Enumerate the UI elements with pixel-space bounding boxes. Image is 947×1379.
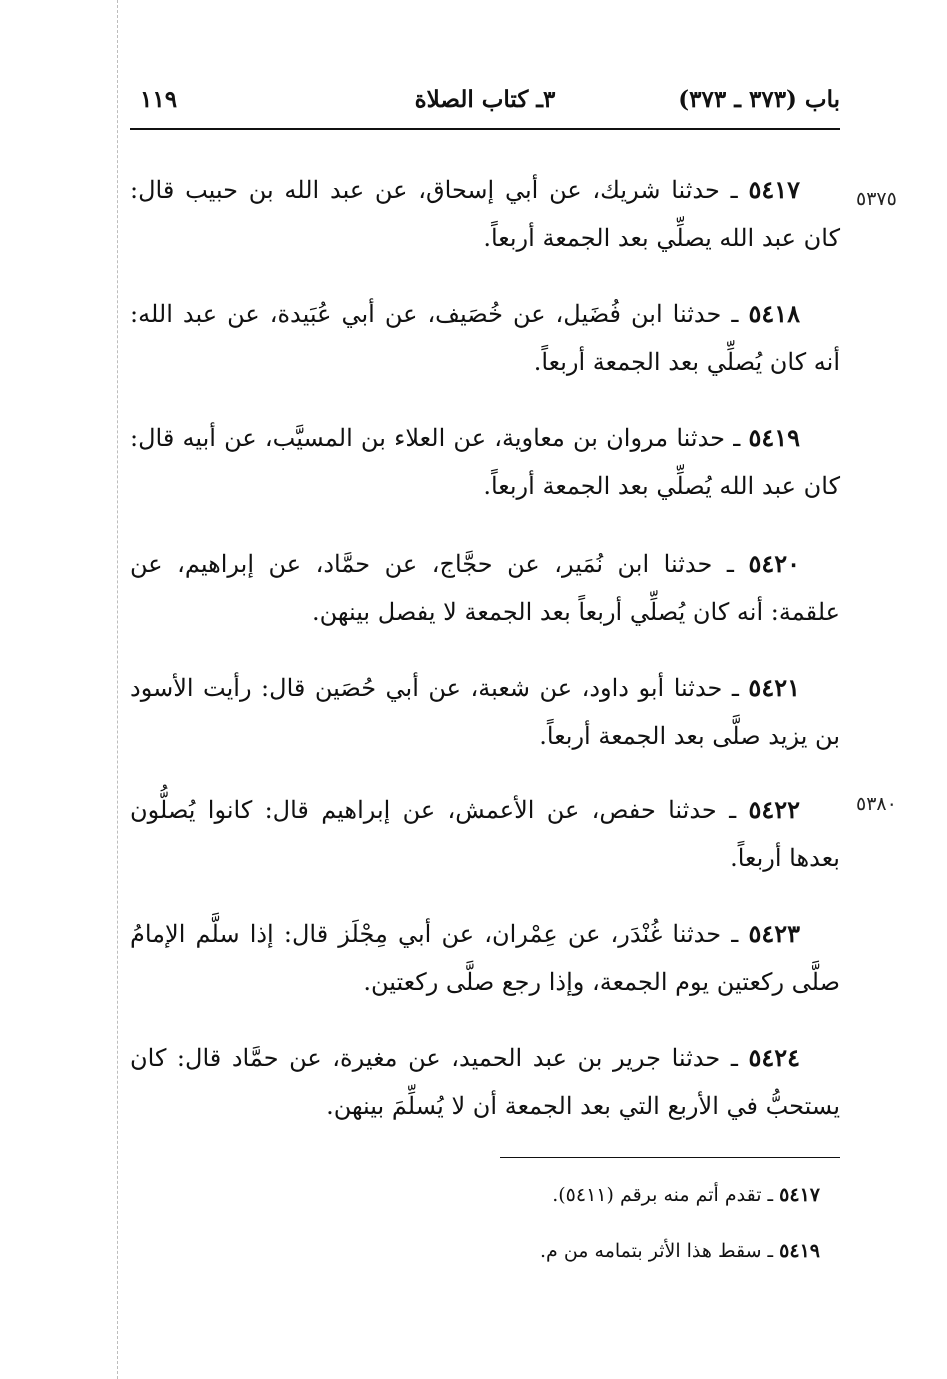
footnote-text: ـ تقدم أتم منه برقم (٥٤١١).: [552, 1184, 774, 1206]
hadith-text: ـ حدثنا مروان بن معاوية، عن العلاء بن المسيَّب، عن أبيه قال: كان عبد الله يُصلِّي بعد الجمعة أربعاً.: [130, 424, 840, 500]
footnote-text: ـ سقط هذا الأثر بتمامه من م.: [539, 1240, 774, 1262]
hadith-text: ـ حدثنا غُنْدَر، عن عِمْران، عن أبي مِجْلَز قال: إذا سلَّم الإمامُ صلَّى ركعتين يوم الجمعة، وإذا رجع صلَّى ركعتين.: [130, 920, 840, 996]
footnote-number: ٥٤١٧: [779, 1184, 820, 1206]
hadith-entry: [130, 166, 840, 262]
chapter-heading: باب (٣٧٣ ـ ٣٧٣): [678, 86, 840, 113]
hadith-number: ٥٤١٩: [748, 423, 800, 452]
hadith-entry: [130, 910, 840, 1006]
hadith-entry: [130, 786, 840, 882]
hadith-text: ـ حدثنا جرير بن عبد الحميد، عن مغيرة، عن حمَّاد قال: كان يستحبُّ في الأربع التي بعد الجمعة أن لا يُسلِّمَ بينهن.: [130, 1044, 840, 1120]
hadith-number: ٥٤٢٣: [748, 919, 800, 948]
footnote-number: ٥٤١٩: [779, 1240, 820, 1262]
margin-number: ٥٣٧٥: [856, 188, 897, 210]
footnote-rule: [500, 1157, 840, 1158]
footnote: [300, 1180, 820, 1210]
hadith-number: ٥٤٢٢: [748, 795, 800, 824]
hadith-text: ـ حدثنا حفص، عن الأعمش، عن إبراهيم قال: كانوا يُصلُّون بعدها أربعاً.: [130, 796, 840, 872]
hadith-text: ـ حدثنا ابن نُمَير، عن حجَّاج، عن حمَّاد، عن إبراهيم، عن علقمة: أنه كان يُصلِّي أربعاً بعد الجمعة لا يفصل بينهن.: [130, 550, 840, 626]
running-header: [130, 86, 840, 120]
hadith-number: ٥٤٢١: [748, 673, 800, 702]
hadith-entry: [130, 290, 840, 386]
hadith-entry: [130, 414, 840, 510]
hadith-entry: [130, 664, 840, 760]
margin-number: ٥٣٨٠: [856, 793, 897, 815]
page-fold-line: [117, 0, 118, 1379]
hadith-number: ٥٤٢٠: [748, 549, 800, 578]
hadith-entry: [130, 1034, 840, 1130]
hadith-text: ـ حدثنا أبو داود، عن شعبة، عن أبي حُصَين قال: رأيت الأسود بن يزيد صلَّى بعد الجمعة أربعاً.: [130, 674, 840, 750]
hadith-text: ـ حدثنا ابن فُضَيل، عن خُصَيف، عن أبي عُبَيدة، عن عبد الله: أنه كان يُصلِّي بعد الجمعة أربعاً.: [130, 300, 840, 376]
book-heading: ٣ـ كتاب الصلاة: [414, 86, 556, 113]
hadith-text: ـ حدثنا شريك، عن أبي إسحاق، عن عبد الله بن حبيب قال: كان عبد الله يصلِّي بعد الجمعة أربعاً.: [130, 176, 840, 252]
hadith-number: ٥٤٢٤: [748, 1043, 800, 1072]
page-number: ١١٩: [140, 86, 178, 113]
hadith-number: ٥٤١٨: [748, 299, 800, 328]
footnote: [300, 1236, 820, 1266]
hadith-number: ٥٤١٧: [748, 175, 800, 204]
header-rule: [130, 128, 840, 130]
hadith-entry: [130, 540, 840, 636]
